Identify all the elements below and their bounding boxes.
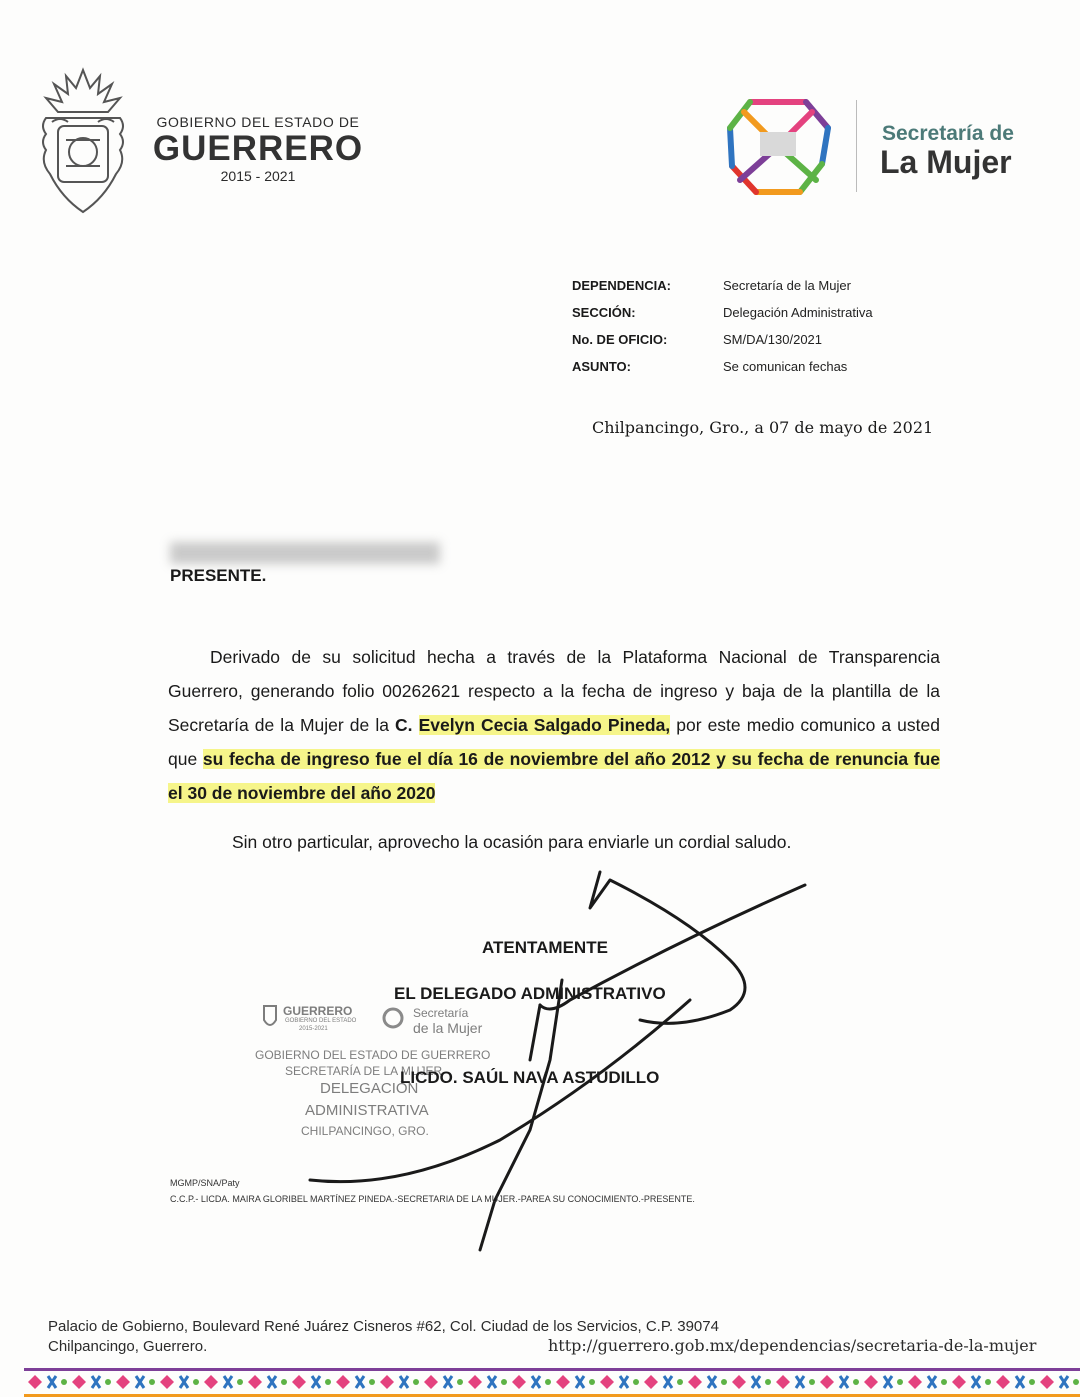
document-info-table (572, 272, 873, 380)
signer-name: LICDO. SAÚL NAVA ASTUDILLO (400, 1068, 660, 1087)
info-row (572, 326, 873, 353)
stamp-sec2: de la Mujer (413, 1020, 483, 1036)
info-row (572, 299, 873, 326)
secretaria-mujer-logo (720, 88, 836, 204)
stamp-gro-years: 2015-2021 (299, 1026, 328, 1032)
presente-label: PRESENTE. (170, 566, 267, 585)
ccp-reference: C.C.P.- LICDA. MAIRA GLORIBEL MARTÍNEZ PINEDA.-SECRETARIA DE LA MUJER.-PAREA SU CONOCIMIENTO.-PRESENTE. (170, 1194, 695, 1204)
initials-reference: MGMP/SNA/Paty (170, 1178, 240, 1188)
citizen-prefix: C. (395, 715, 419, 735)
info-row (572, 272, 873, 299)
redacted-addressee (170, 542, 440, 564)
signer-role: EL DELEGADO ADMINISTRATIVO (394, 984, 666, 1003)
place-date: Chilpancingo, Gro., a 07 de mayo de 2021 (592, 418, 934, 437)
body-text-middle: por este medio comunico a usted que (168, 715, 940, 769)
closing-line: Sin otro particular, aprovecho la ocasión para enviarle un cordial saludo. (232, 832, 792, 852)
stamp-gro: GUERRERO (283, 1004, 353, 1018)
stamp-line: SECRETARÍA DE LA MUJER (285, 1064, 443, 1078)
info-label: DEPENDENCIA: (572, 278, 671, 293)
decorative-textile-border (24, 1368, 1080, 1397)
guerrero-coat-of-arms-logo (36, 66, 130, 216)
letter-body (168, 640, 940, 810)
gov-name: GUERRERO (152, 129, 364, 168)
atentamente-label: ATENTAMENTE (482, 938, 608, 957)
footer-address-line1: Palacio de Gobierno, Boulevard René Juárez Cisneros #62, Col. Ciudad de los Servicios, C.P. 39074 (48, 1318, 719, 1335)
la-mujer-title: La Mujer (880, 144, 1012, 180)
info-row (572, 353, 873, 380)
gov-years: 2015 - 2021 (220, 168, 296, 184)
citizen-name: Evelyn Cecia Salgado Pineda, (418, 715, 671, 735)
stamp-line: CHILPANCINGO, GRO. (301, 1124, 429, 1138)
footer-address-line2: Chilpancingo, Guerrero. (48, 1338, 208, 1355)
stamp-seal-icon (261, 1004, 279, 1030)
info-value: SM/DA/130/2021 (723, 332, 823, 347)
info-label: SECCIÓN: (572, 305, 636, 320)
body-paragraph (168, 640, 940, 810)
stamp-sec1: Secretaría (413, 1006, 469, 1020)
stamp-line: GOBIERNO DEL ESTADO DE GUERRERO (255, 1048, 491, 1062)
stamp-line: DELEGACIÓN (320, 1080, 419, 1097)
highlighted-dates: su fecha de ingreso fue el día 16 de noviembre del año 2012 y su fecha de renuncia fue el 30 de noviembre del año 2020 (168, 749, 940, 803)
info-value: Delegación Administrativa (723, 305, 873, 320)
info-value: Se comunican fechas (723, 359, 848, 374)
stamp-gro-sub: GOBIERNO DEL ESTADO (285, 1018, 357, 1024)
gov-line: GOBIERNO DEL ESTADO DE (156, 114, 360, 130)
info-label: No. DE OFICIO: (572, 332, 668, 347)
secretaria-title: Secretaría de (882, 122, 1014, 145)
info-label: ASUNTO: (572, 359, 631, 374)
stamp-line: ADMINISTRATIVA (305, 1102, 429, 1119)
guerrero-header (148, 114, 368, 184)
body-text-intro: Derivado de su solicitud hecha a través de la Plataforma Nacional de Transparencia Guerrero, generando folio 00262621 respecto a la fecha de ingreso y baja de la plantilla de la Secretaría de la Mujer de la (168, 647, 940, 735)
info-value: Secretaría de la Mujer (723, 278, 851, 293)
logo-divider (856, 100, 857, 192)
footer-url: http://guerrero.gob.mx/dependencias/secretaria-de-la-mujer (548, 1336, 1037, 1355)
